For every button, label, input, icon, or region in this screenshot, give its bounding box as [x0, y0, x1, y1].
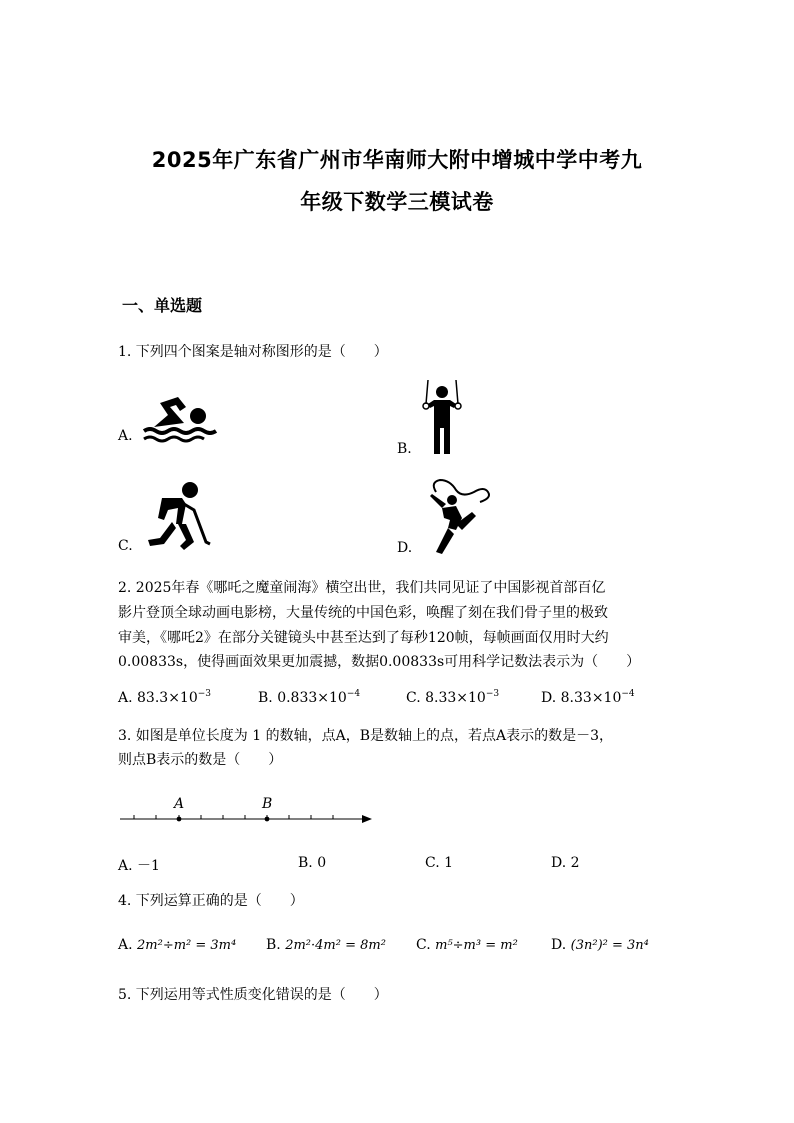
q2-option-a: A. $83.3\times 10^{-3}$: [118, 689, 212, 706]
q4-option-d: D. (3n²)² = 3n⁴: [551, 937, 649, 953]
q4-option-a: A. 2m²÷m² = 3m⁴: [118, 937, 237, 953]
point-label-a: A: [174, 796, 185, 812]
q3-option-c: C. 1: [425, 855, 454, 871]
q2-option-c: C. $8.33\times 10^{-3}$: [406, 689, 500, 706]
point-label-b: B: [262, 796, 273, 812]
q1-option-b-label: B.: [397, 441, 412, 457]
q1-stem: 1. 下列四个图案是轴对称图形的是（ ）: [118, 344, 388, 360]
q1-option-c-label: C.: [118, 538, 133, 554]
q3-option-d: D. 2: [551, 855, 580, 871]
page-title-line2: 年级下数学三模试卷: [300, 190, 494, 214]
swimmer-icon: [140, 393, 212, 443]
q5-stem: 5. 下列运用等式性质变化错误的是（ ）: [118, 987, 388, 1003]
q2-line2: 影片登顶全球动画电影榜，大量传统的中国色彩，唤醒了刻在我们骨子里的极致: [118, 605, 608, 621]
q3-option-b: B. 0: [298, 855, 327, 871]
q2-option-b: B. $0.833\times 10^{-4}$: [258, 689, 361, 706]
q1-option-d-label: D.: [397, 540, 413, 556]
q2-line4: 0.00833s，使得画面效果更加震撼，数据0.00833s可用科学记数法表示为（ ）: [118, 654, 641, 670]
q4-option-c: C. m⁵÷m³ = m²: [416, 937, 518, 953]
q3-line1: 3. 如图是单位长度为 1 的数轴，点A，B是数轴上的点，若点A表示的数是－3，: [118, 728, 614, 744]
hockey-player-icon: [142, 480, 212, 552]
q2-line3: 审美，《哪吒2》在部分关键镜头中甚至达到了每秒120帧，每帧画面仅用时大约: [118, 630, 609, 646]
q3-line2: 则点B表示的数是（ ）: [118, 752, 283, 768]
number-line-figure: [118, 794, 378, 830]
q4-stem: 4. 下列运算正确的是（ ）: [118, 893, 304, 909]
q1-option-a-label: A.: [118, 428, 133, 444]
page-title-line1: 2025年广东省广州市华南师大附中增城中学中考九: [151, 148, 643, 172]
q2-option-d: D. $8.33\times 10^{-4}$: [541, 689, 635, 706]
q2-line1: 2. 2025年春《哪吒之魔童闹海》横空出世，我们共同见证了中国影视首部百亿: [118, 580, 606, 596]
q3-option-a: A. －1: [118, 858, 160, 874]
ribbon-dancer-icon: [418, 478, 492, 556]
q4-option-b: B. 2m²·4m² = 8m²: [266, 937, 386, 953]
section-heading: 一、单选题: [122, 296, 203, 315]
gymnast-rings-icon: [420, 380, 464, 456]
